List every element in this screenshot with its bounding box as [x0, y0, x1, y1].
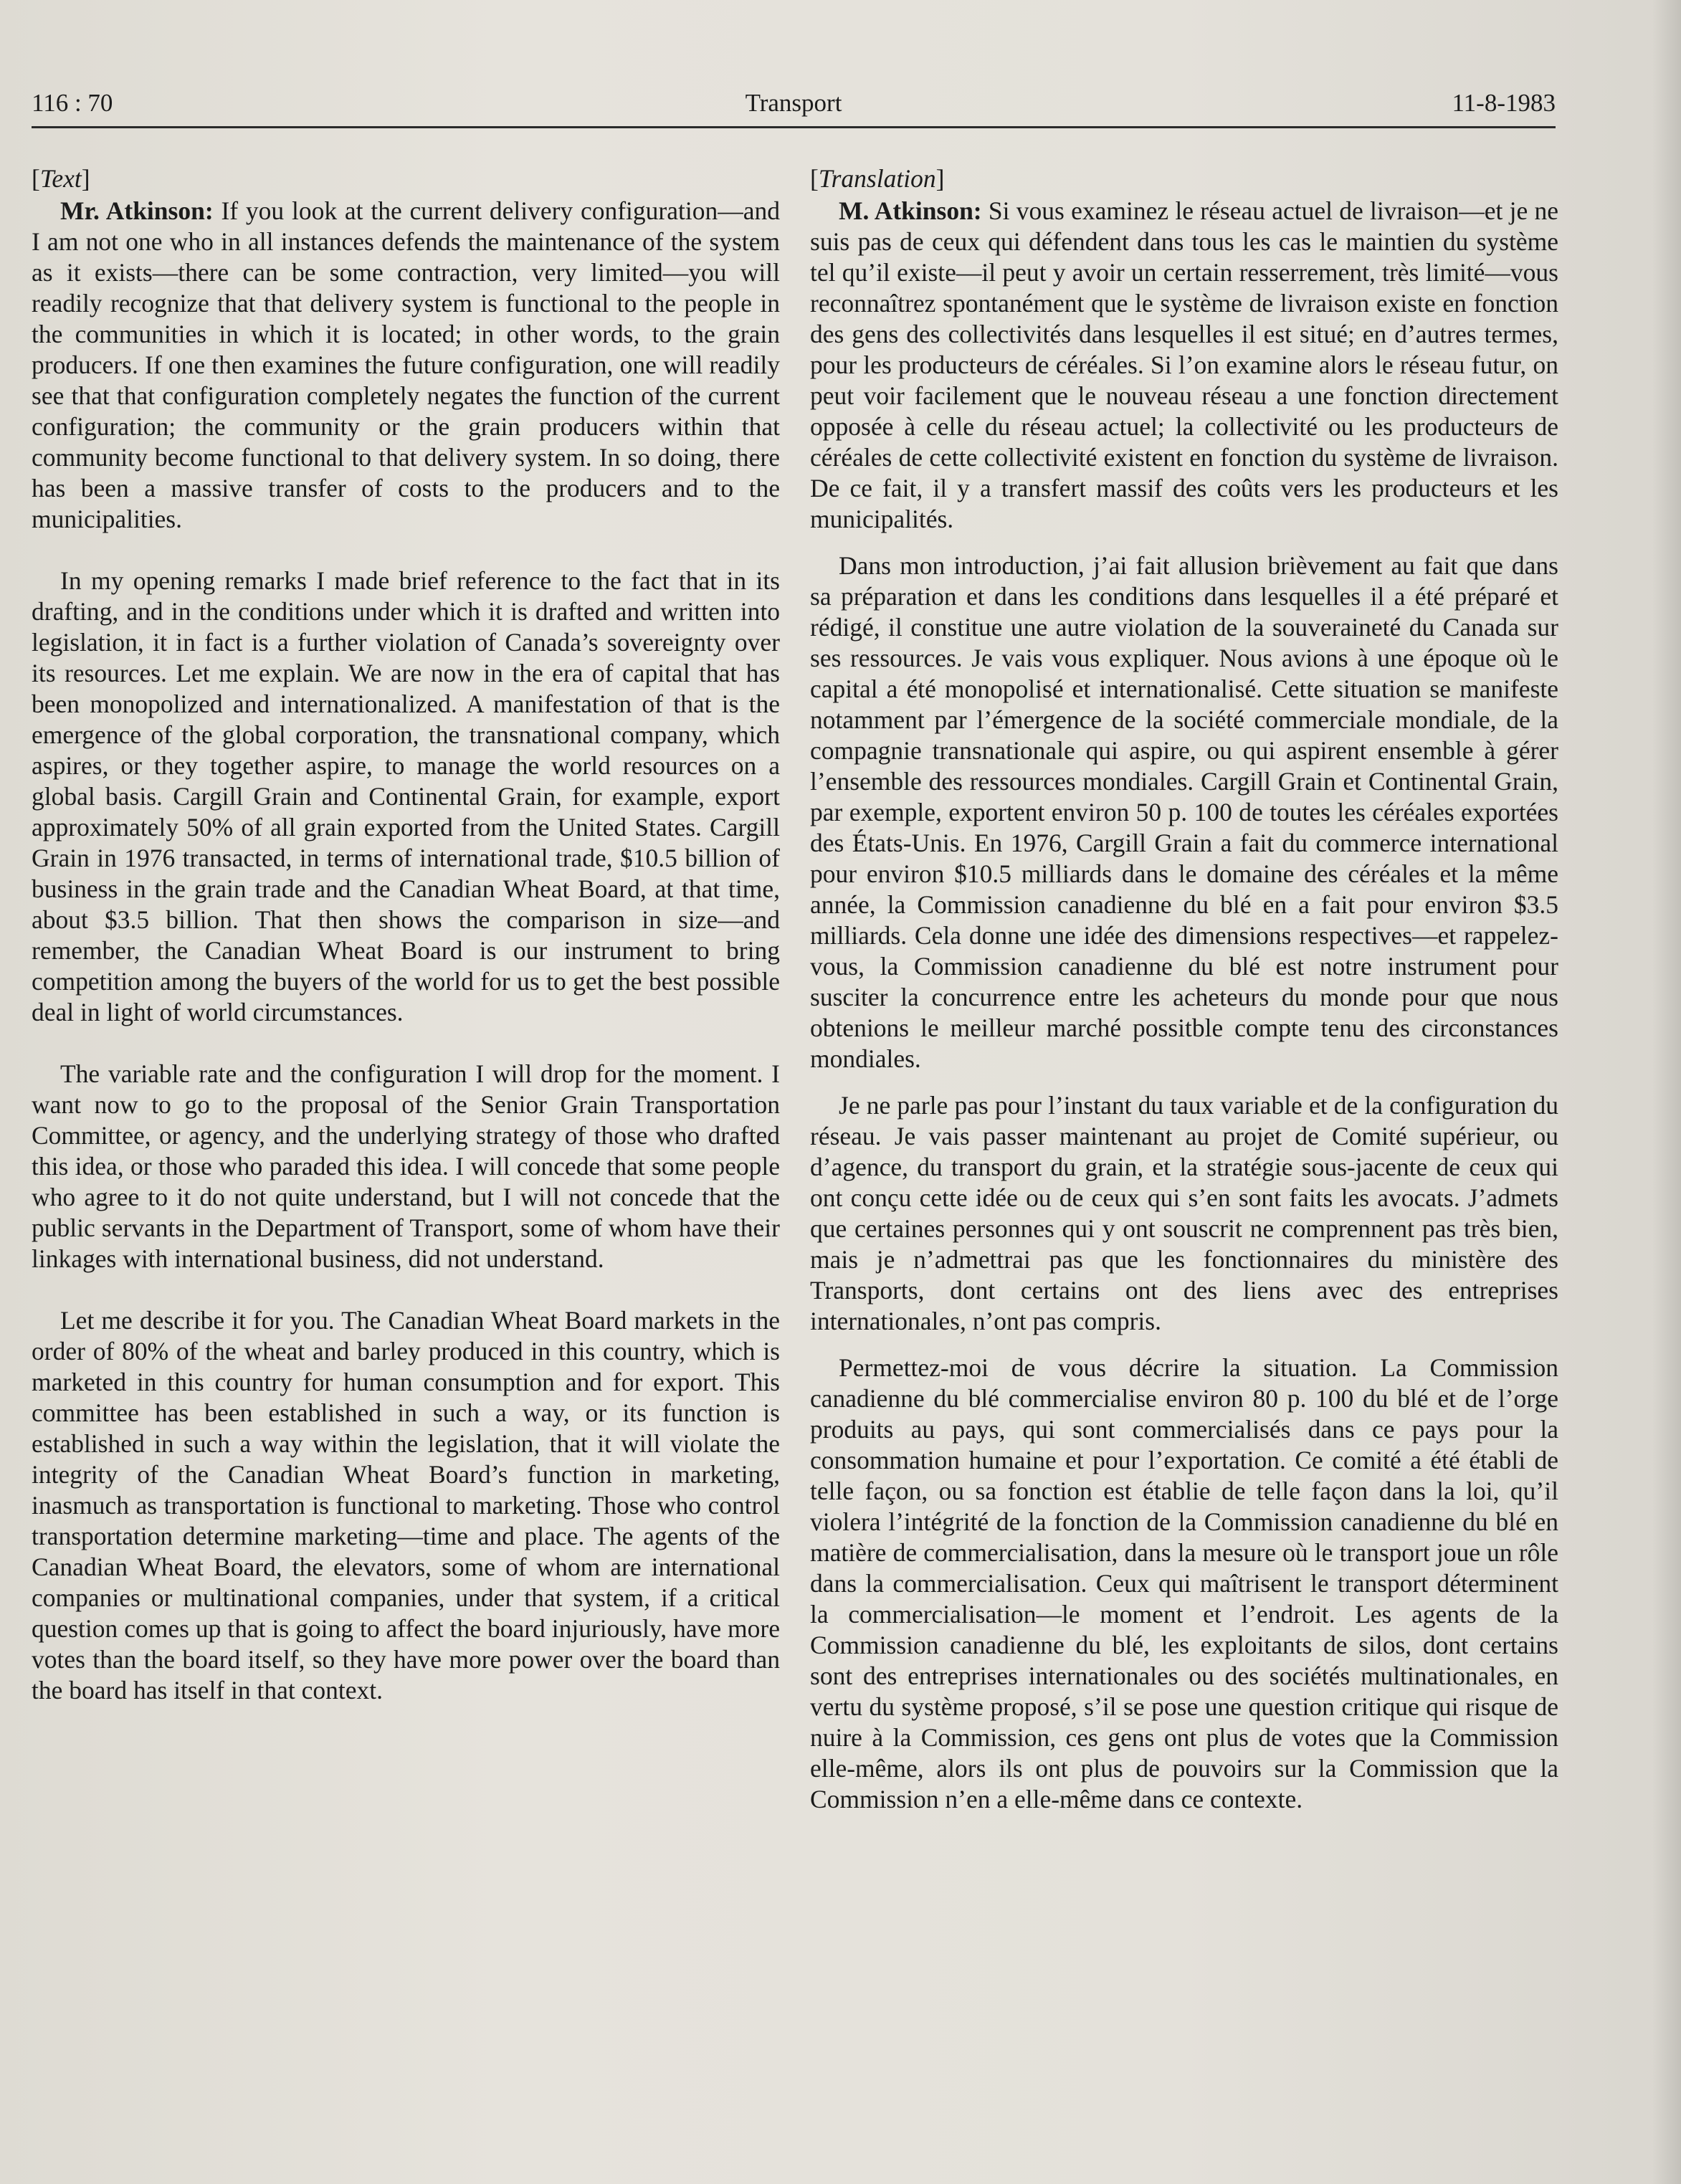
page-number: 116 : 70 [32, 89, 113, 117]
page-header [32, 85, 1556, 128]
english-column [32, 163, 780, 1706]
header-rule [32, 126, 1556, 128]
paragraph [32, 196, 780, 535]
column-label: [Translation] [810, 164, 945, 193]
paragraph: Let me describe it for you. The Canadian Wheat Board markets in the order of 80% of the wheat and barley produced in this country, which is marketed in this country for human consumption and for export. This committee has been established in such a way, or its function is established in such a way within the legislation, that it will violate the integrity of the Canadian Wheat Board’s function in marketing, inasmuch as transportation is functional to marketing. Those who control transportation determine marketing—time and place. The agents of the Canadian Wheat Board, the elevators, some of whom are international companies or multinational companies, under that system, if a critical question comes up that is going to affect the board injuriously, have more votes than the board itself, so they have more power over the board than the board has itself in that context. [32, 1306, 780, 1704]
column-label-text: Translation [818, 164, 936, 193]
paragraph: Permettez-moi de vous décrire la situation. La Commission canadienne du blé commercialise environ 80 p. 100 du blé et de l’orge produits au pays, qui sont commercialisés dans ce pays pour la consommation humaine et pour l’exportation. Ce comité a été établi de telle façon, ou sa fonction est établie de telle façon dans la loi, qu’il violera l’intégrité de la fonction de la Commission canadienne du blé en matière de commercialisation, dans la mesure où le transport joue un rôle dans la commercialisation. Ceux qui maîtrisent le transport déterminent la commercialisation—le moment et l’endroit. Les agents de la Commission canadienne du blé, les exploitants de silos, dont certains sont des entreprises internationales ou des sociétés multinationales, en vertu du système proposé, s’il se pose une question critique qui risque de nuire à la Commission, ces gens ont plus de votes que la Commission elle-même, alors ils ont plus de pouvoirs sur la Commission que la Commission n’en a elle-même dans ce contexte. [810, 1353, 1558, 1813]
page-title: Transport [745, 89, 842, 117]
column-label-text: Text [39, 164, 82, 193]
column-label: [Text] [32, 164, 90, 193]
page-edge-shadow [1652, 0, 1681, 2184]
paragraph: In my opening remarks I made brief reference to the fact that in its drafting, and in the conditions under which it is drafted and written into legislation, it in fact is a further violation of Canada’s sovereignty over its resources. Let me explain. We are now in the era of capital that has been monopolized and internationalized. A manifestation of that is the emergence of the global corporation, the transnational company, which aspires, or they together aspire, to manage the world resources on a global basis. Cargill Grain and Continental Grain, for example, export approximately 50% of all grain exported from the United States. Cargill Grain in 1976 transacted, in terms of international trade, $10.5 billion of business in the grain trade and the Canadian Wheat Board, at that time, about $3.5 billion. That then shows the comparison in size—and remember, the Canadian Wheat Board is our instrument to bring competition among the buyers of the world for us to get the best possible deal in light of world circumstances. [32, 566, 780, 1026]
paragraph: Je ne parle pas pour l’instant du taux variable et de la configuration du réseau. Je vais passer maintenant au projet de Comité supérieur, ou d’agence, du transport du grain, et la stratégie sous-jacente de ceux qui ont conçu cette idée ou de ceux qui s’en sont faits les avocats. J’admets que certaines personnes qui y ont souscrit ne comprennent pas très bien, mais je n’admettrai pas que les fonctionnaires du ministère des Transports, dont certains ont des liens avec des entreprises internationales, n’ont pas compris. [810, 1091, 1558, 1335]
paragraph-text: If you look at the current delivery configuration—and I am not one who in all instances defends the maintenance of the system as it exists—there can be some contraction, very limited—you will readily recognize that that delivery system is functional to the people in the communities in which it is located; in other words, to the grain producers. If one then examines the future configuration, one will readily see that that configuration completely negates the function of the current configuration; the community or the grain producers within that community become functional to that delivery system. In so doing, there has been a massive transfer of costs to the producers and to the municipalities. [32, 196, 780, 533]
paragraph: The variable rate and the configuration I will drop for the moment. I want now to go to the proposal of the Senior Grain Transportation Committee, or agency, and the underlying strategy of those who drafted this idea, or those who paraded this idea. I will concede that some people who agree to it do not quite understand, but I will not concede that the public servants in the Department of Transport, some of whom have their linkages with international business, did not understand. [32, 1059, 780, 1273]
page-date: 11-8-1983 [1452, 89, 1556, 117]
paragraph-text: Si vous examinez le réseau actuel de livraison—et je ne suis pas de ceux qui défendent dans tous les cas le maintien du système tel qu’il existe—il peut y avoir un certain resserrement, très limité—vous reconnaîtrez spontanément que le système de livraison existe en fonction des gens des collectivités dans lesquelles il est situé; en d’autres termes, pour les producteurs de céréales. Si l’on examine alors le réseau futur, on peut voir facilement que le nouveau réseau a une fonction directement opposée à celle du réseau actuel; la collectivité ou les producteurs de céréales de cette collectivité existent en fonction du système de livraison. De ce fait, il y a transfert massif des coûts vers les producteurs et les municipalités. [810, 196, 1559, 533]
paragraph: Dans mon introduction, j’ai fait allusion brièvement au fait que dans sa préparation et dans les conditions dans lesquelles il a été préparé et rédigé, il constitue une autre violation de la souveraineté du Canada sur ses ressources. Je vais vous expliquer. Nous avions à une époque où le capital a été monopolisé et internationalisé. Cette situation se manifeste notamment par l’émergence de la société commerciale mondiale, de la compagnie transnationale qui aspire, ou qui aspirent ensemble à gérer l’ensemble des ressources mondiales. Cargill Grain et Continental Grain, par exemple, exportent environ 50 p. 100 de toutes les céréales exportées des États-Unis. En 1976, Cargill Grain a fait du commerce international pour environ $10.5 milliards dans le domaine des céréales et la même année, la Commission canadienne du blé en a fait pour environ $3.5 milliards. Cela donne une idée des dimensions respectives—et rappelez-vous, la Commission canadienne du blé est notre instrument pour susciter la concurrence entre les acheteurs du monde pour que nous obtenions le meilleur marché possitble compte tenu des circonstances mondiales. [810, 551, 1558, 1073]
french-column [810, 163, 1558, 1815]
paragraph [810, 196, 1558, 535]
speaker-name: M. Atkinson: [839, 196, 982, 225]
speaker-name: Mr. Atkinson: [60, 196, 214, 225]
